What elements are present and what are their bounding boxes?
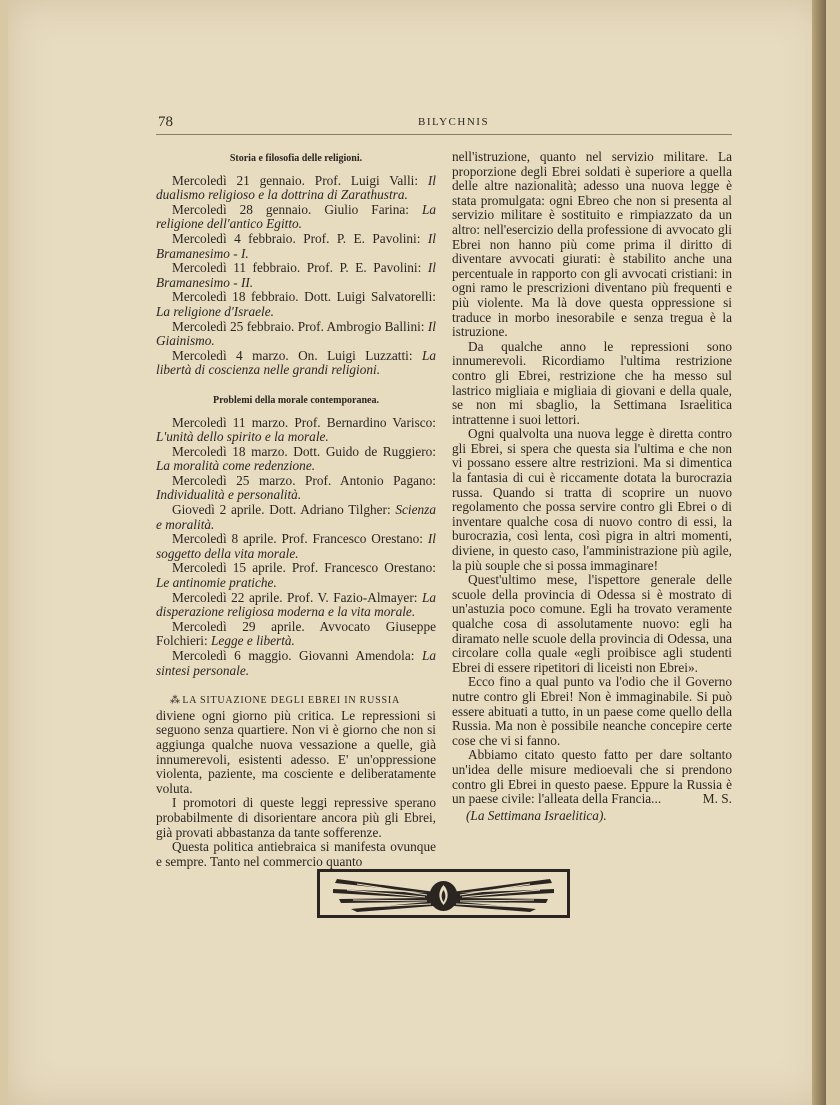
article-paragraph: I promotori di queste leggi repressive sperano probabilmente di disorientare ancora più gli Ebrei, già provati abbastanza da tante sofferenze. xyxy=(156,795,436,840)
lecture-entry: Mercoledì 25 marzo. Prof. Antonio Pagano: Individualità e personalità. xyxy=(156,472,436,503)
lecture-entry: Mercoledì 4 marzo. On. Luigi Luzzatti: La libertà di coscienza nelle grandi religioni. xyxy=(156,347,436,378)
header-rule xyxy=(156,134,732,135)
author-signature: M. S. xyxy=(702,791,732,807)
lecture-entry: Giovedì 2 aprile. Dott. Adriano Tilgher: Scienza e moralità. xyxy=(156,502,436,532)
lecture-entry: Mercoledì 18 febbraio. Dott. Luigi Salvatorelli: La religione d'Israele. xyxy=(156,289,436,319)
lecture-entry: Mercoledì 6 maggio. Giovanni Amendola: La sintesi personale. xyxy=(156,648,436,678)
lecture-list-morals xyxy=(156,416,436,679)
right-column xyxy=(452,150,732,823)
article-paragraph: Abbiamo citato questo fatto per dare soltanto un'idea delle misure medioevali che si prendono contro gli Ebrei in questo paese. Eppure la Russia è un paese civile: l'alleata della Francia... M. S. xyxy=(452,747,732,807)
lecture-entry: Mercoledì 25 febbraio. Prof. Ambrogio Ballini: Il Giainismo. xyxy=(156,318,436,349)
lecture-entry: Mercoledì 11 marzo. Prof. Bernardino Varisco: L'unità dello spirito e la morale. xyxy=(156,414,436,445)
article-paragraph: Quest'ultimo mese, l'ispettore generale delle scuole della provincia di Odessa si è mostrato di un'astuzia poco comune. Egli ha trovato veramente qualche cosa di assolutamente nuovo: egli ha diramato nelle scuole della provincia di Odessa, una circolare colla quale «egli proibisce agli studenti Ebrei di essere ripetitori di liceisti non Ebrei». xyxy=(452,572,732,675)
lecture-entry: Mercoledì 11 febbraio. Prof. P. E. Pavolini: Il Bramanesimo - II. xyxy=(156,260,436,290)
article-paragraph: Ogni qualvolta una nuova legge è diretta contro gli Ebrei, si spera che questa sia l'ultima e che non vi possano essere altre restrizioni. Ma si dimentica la fantasia di cui è riccamente dotata la burocrazia russa. Quando si tratta di scoprire un nuovo regolamento che possa servire contro gli Ebrei o di inventare qualche cosa di nuovo contro di essi, la burocrazia, così lenta, così pigra in altri momenti, diviene, in questo caso, l'amministrazione più agile, la più souple che si possa immaginare! xyxy=(452,426,732,573)
article-lead-paragraph: diviene ogni giorno più critica. Le repressioni si seguono senza quartiere. Non vi è giorno che non si aggiunga qualche nuova vessazione a quelle, già innumerevoli, esistenti adesso. E' un'oppressione violenta, paziente, ma cosciente e deliberatamente voluta. xyxy=(156,707,436,796)
article-paragraph: Questa politica antiebraica si manifesta ovunque e sempre. Tanto nel commercio quanto xyxy=(156,839,436,869)
lecture-entry: Mercoledì 18 marzo. Dott. Guido de Ruggiero: La moralità come redenzione. xyxy=(156,443,436,474)
article-paragraph: Da qualche anno le repressioni sono innumerevoli. Ricordiamo l'ultima restrizione contro gli Ebrei, restrizione che ha messo sul lastrico migliaia e migliaia di giovani e della quale, se non mi sbaglio, la Settimana Israelitica intrattenne i suoi lettori. xyxy=(452,338,732,427)
page-header xyxy=(158,114,732,136)
book-spine-edge xyxy=(812,0,826,1105)
winged-flame-ornament xyxy=(317,869,570,918)
lecture-entry: Mercoledì 8 aprile. Prof. Francesco Orestano: Il soggetto della vita morale. xyxy=(156,531,436,561)
lecture-entry: Mercoledì 22 aprile. Prof. V. Fazio-Almayer: La disperazione religiosa moderna e la vita morale. xyxy=(156,589,436,620)
article-russia-left xyxy=(156,692,436,869)
lecture-entry: Mercoledì 4 febbraio. Prof. P. E. Pavolini: Il Bramanesimo - I. xyxy=(156,230,436,261)
section-title-religions: Storia e filosofia delle religioni. xyxy=(229,153,363,164)
source-credit: (La Settimana Israelitica). xyxy=(466,807,607,823)
page-number: 78 xyxy=(158,114,173,130)
lecture-entry: Mercoledì 29 aprile. Avvocato Giuseppe Folchieri: Legge e libertà. xyxy=(156,618,436,649)
section-title-morals: Problemi della morale contemporanea. xyxy=(213,394,379,406)
article-heading-line xyxy=(156,692,436,709)
left-column xyxy=(156,150,436,869)
article-paragraph: Ecco fino a qual punto va l'odio che il Governo nutre contro gli Ebrei! Non è immaginabile. Si può essere abituati a tutto, in un paese come quello della Russia. Ma non è possibile neanche concepire certe cose che vi si fanno. xyxy=(452,674,732,748)
running-head: BILYCHNIS xyxy=(418,116,490,128)
lecture-entry: Mercoledì 28 gennaio. Giulio Farina: La religione dell'antico Egitto. xyxy=(156,201,436,232)
lecture-entry: Mercoledì 15 aprile. Prof. Francesco Orestano: Le antinomie pratiche. xyxy=(156,560,436,591)
journal-page xyxy=(8,0,826,1105)
article-heading: LA SITUAZIONE DEGLI EBREI IN RUSSIA xyxy=(182,695,401,707)
lecture-entry: Mercoledì 21 gennaio. Prof. Luigi Valli: Il dualismo religioso e la dottrina di Zarathustra. xyxy=(156,172,436,203)
lecture-list-religions xyxy=(156,174,436,378)
asterism-ornament: ⁂ xyxy=(170,695,179,707)
article-paragraph: nell'istruzione, quanto nel servizio militare. La proporzione degli Ebrei soldati è superiore a quella delle altre nazionalità; adesso una nuova legge è stata promulgata: ogni Ebreo che non si presenta al servizio militare è sostituito e rimpiazzato da un altro: nell'esercizio della professione di avvocato gli Ebrei non hanno più come prima il diritto di diventare avvocati giurati: è stabilito anche una percentuale in rapporto con gli avvocati cristiani: in ogni ramo le prescrizioni diventano più frequenti e più violente. Ma là dove questa oppressione si traduce in morbo inesorabile e senza tregua è la istruzione. xyxy=(452,149,732,340)
